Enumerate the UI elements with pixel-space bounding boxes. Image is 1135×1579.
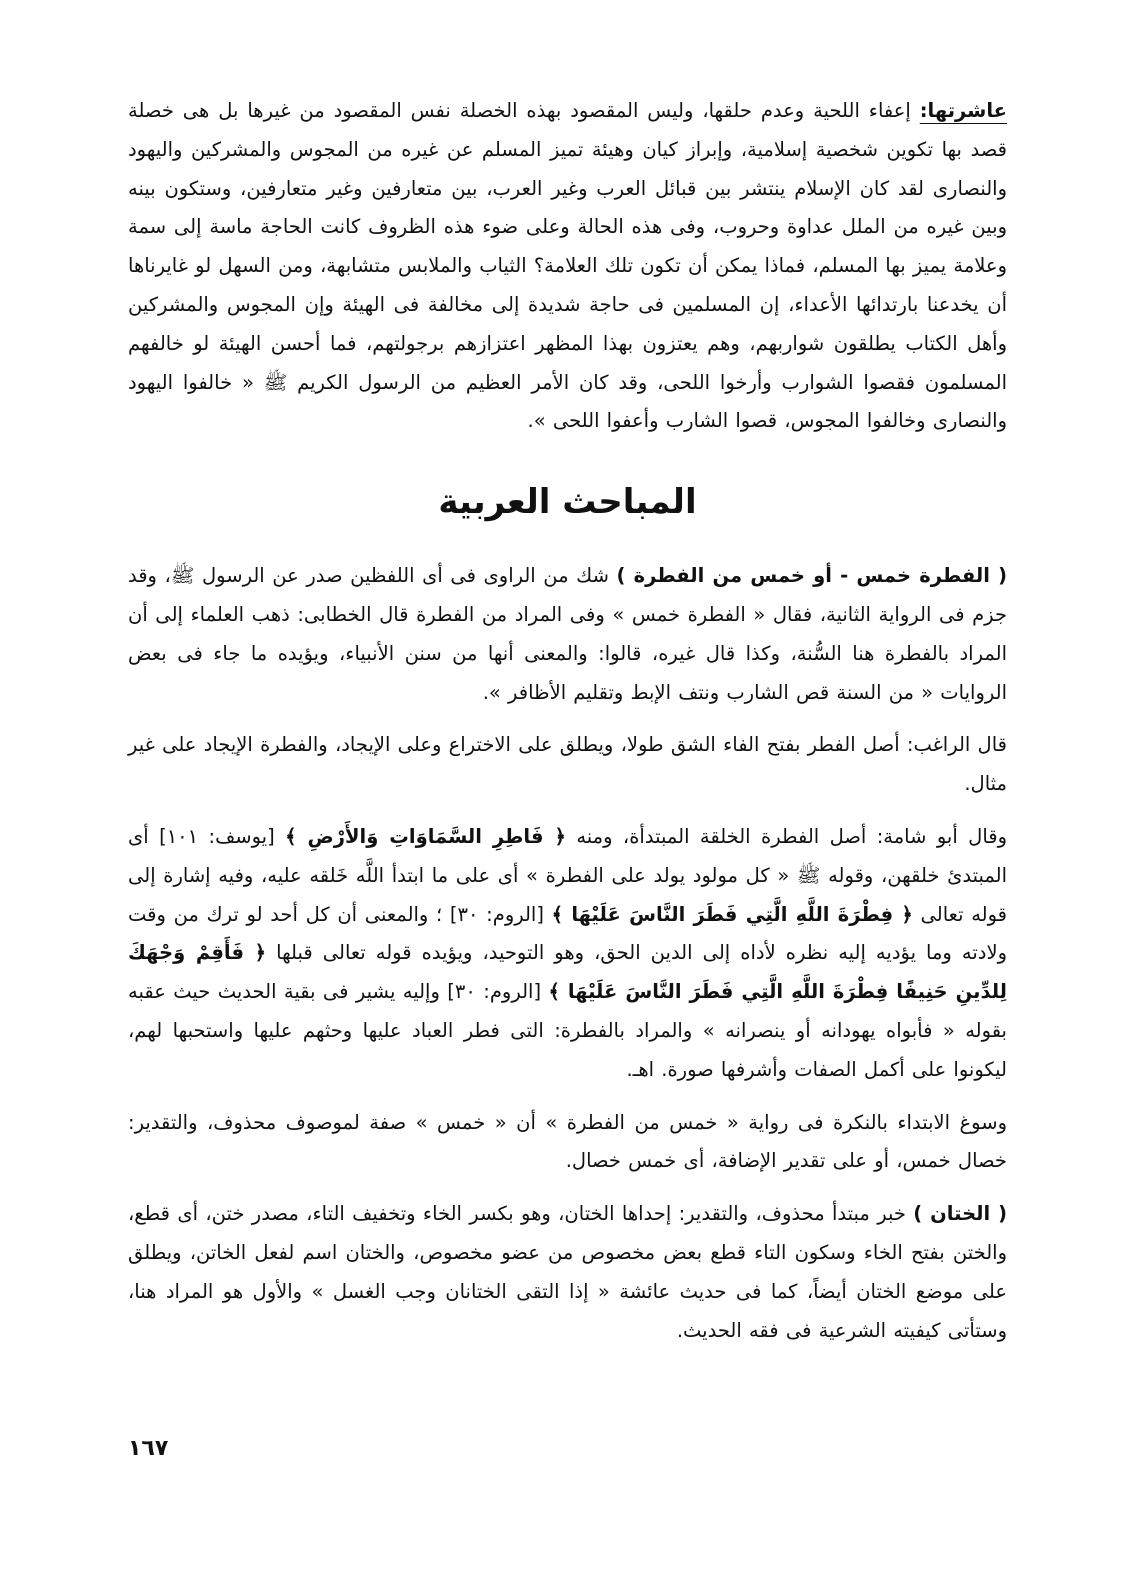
- paragraph-khitan: [128, 1195, 1007, 1350]
- paragraph-text: [يوسف: ١٠١] أى المبتدئ خلقهن، وقوله ﷺ « كل مولود يولد على الفطرة » أى على ما ابتدأ اللَّه خَلقه عليه، وفيه إشارة إلى قوله تعالى: [128, 824, 1007, 926]
- paragraph-text: [الروم: ٣٠] ؛ والمعنى أن كل أحد لو ترك من وقت ولادته وما يؤديه إليه نظره لأداه إلى الدين الحق، وهو التوحيد، ويؤيده قوله تعالى قبلها: [128, 902, 1008, 965]
- paragraph-text: شك من الراوى فى أى اللفظين صدر عن الرسول ﷺ، وقد جزم فى الرواية الثانية، فقال « الفطرة خمس » وفى المراد من الفطرة قال الخطابى: ذهب العلماء إلى أن المراد بالفطرة هنا السُّنة، وكذا قال غيره، قالوا: والمعنى أنها من سنن الأنبياء، ويؤيده ما جاء فى بعض الروايات « من السنة قص الشارب ونتف الإبط وتقليم الأظافر ».: [128, 564, 1007, 704]
- paragraph-lead-khitan: ( الختان ): [913, 1202, 1007, 1226]
- paragraph-text: خبر مبتدأ محذوف، والتقدير: إحداها الختان، وهو بكسر الخاء وتخفيف التاء، مصدر ختن، أى قطع، والختن بفتح الخاء وسكون التاء قطع بعض مخصوص من عضو مخصوص، والختان اسم لفعل الخاتن، ويطلق على موضع الختان أيضاً، كما فى حديث عائشة « إذا التقى الختانان وجب الغسل » والأول هو المراد هنا، وستأتى كيفيته الشرعية فى فقه الحديث.: [128, 1202, 1007, 1342]
- quran-verse: ﴿ فَأَقِمْ وَجْهَكَ لِلدِّينِ حَنِيفًا فِطْرَةَ اللَّهِ الَّتِي فَطَرَ النَّاسَ عَلَيْهَا ﴾: [128, 941, 1008, 1004]
- paragraph-nakira: وسوغ الابتداء بالنكرة فى رواية « خمس من الفطرة » أن « خمس » صفة لموصوف محذوف، والتقدير: خصال خمس، أو على تقدير الإضافة، أى خمس خصال.: [128, 1110, 1007, 1173]
- paragraph-text: وقال أبو شامة: أصل الفطرة الخلقة المبتدأة، ومنه: [576, 824, 1008, 848]
- quran-verse: ﴿ فِطْرَةَ اللَّهِ الَّتِي فَطَرَ النَّاسَ عَلَيْهَا ﴾: [551, 902, 913, 926]
- paragraph-abu-shama: [128, 818, 1007, 1090]
- page-number: ١٦٧: [128, 1436, 169, 1461]
- paragraph-lead-tenth: عاشرتها:: [919, 99, 1007, 122]
- paragraph-tenth-trait: [128, 92, 1007, 441]
- paragraph-text: [الروم: ٣٠] وإليه يشير فى بقية الحديث حيث عقبه بقوله « فأبواه يهودانه أو ينصرانه » والمراد بالفطرة: التى فطر العباد عليها وحثهم عليها واستحبها لهم، ليكونوا على أكمل الصفات وأشرفها صورة. اهـ.: [128, 980, 1007, 1081]
- quran-verse: ﴿ فَاطِرِ السَّمَاوَاتِ وَالأَرْضِ ﴾: [285, 824, 566, 848]
- paragraph-text: إعفاء اللحية وعدم حلقها، وليس المقصود بهذه الخصلة نفس المقصود من غيرها بل هى خصلة قصد بها تكوين شخصية إسلامية، وإبراز كيان وهيئة تميز المسلم عن غيره من المجوس والمشركين واليهود والنصارى لقد كان الإسلام ينتشر بين قبائل العرب وغير العرب، بين متعارفين وغير متعارفين، وستكون بينه وبين غيره من الملل عداوة وحروب، وفى هذه الحالة وعلى ضوء هذه الظروف كانت الحاجة ماسة إلى سمة وعلامة يميز بها المسلم، فماذا يمكن أن تكون تلك العلامة؟ الثياب والملابس متشابهة، ومن السهل لو غايرناها أن يخدعنا بارتدائها الأعداء، إن المسلمين فى حاجة شديدة إلى مخالفة فى الهيئة وإن المجوس والمشركين وأهل الكتاب يطلقون شواربهم، وهم يعتزون بهذا المظهر اعتزازهم برجولتهم، فما أحسن الهيئة لو خالفهم المسلمون فقصوا الشوارب وأرخوا اللحى، وقد كان الأمر العظيم من الرسول الكريم ﷺ « خالفوا اليهود والنصارى وخالفوا المجوس، قصوا الشارب وأعفوا اللحى ».: [128, 99, 1007, 433]
- paragraph-fitra: [128, 557, 1007, 712]
- paragraph-lead-fitra: ( الفطرة خمس - أو خمس من الفطرة ): [616, 564, 1007, 588]
- section-heading: المباحث العربية: [438, 482, 697, 523]
- paragraph-raghib: قال الراغب: أصل الفطر بفتح الفاء الشق طولا، ويطلق على الاختراع وعلى الإيجاد، والفطرة الإيجاد على غير مثال.: [128, 733, 1007, 796]
